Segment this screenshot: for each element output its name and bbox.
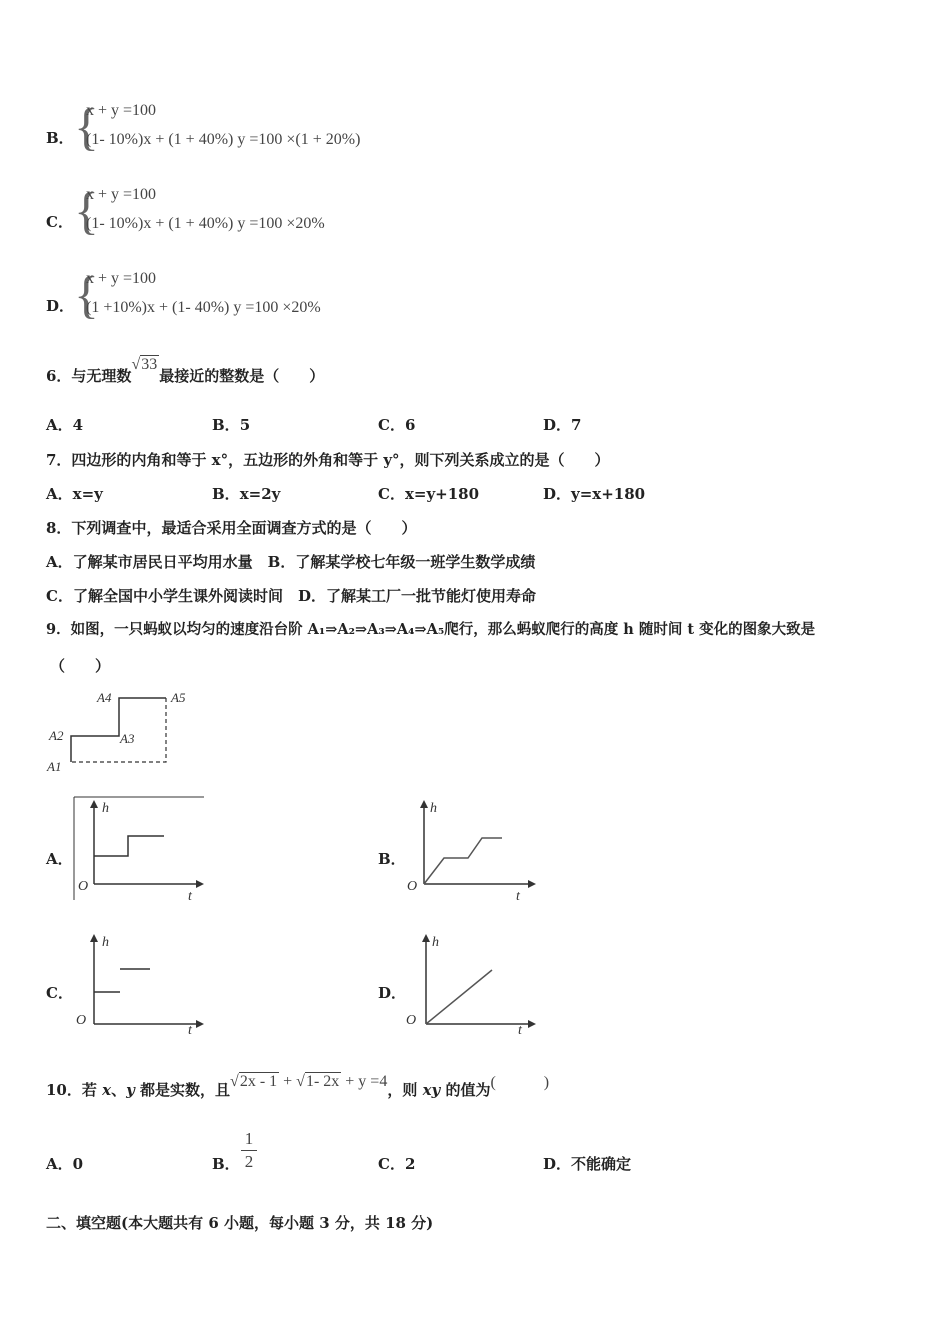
q6-suffix: 最接近的整数是（ ） (159, 367, 325, 385)
graph-b-h-label: h (430, 801, 437, 816)
q5-option-c-label: C． (46, 213, 73, 231)
q5-option-d-eq2: (1 +10%)x + (1- 40%) y =100 ×20% (86, 299, 321, 316)
q10-middle: 都是实数，且 (134, 1081, 231, 1099)
q6-option-d: D．7 (543, 416, 582, 434)
q9-paren: （ ） (50, 657, 111, 675)
q5-option-d-eq1: x + y =100 (86, 270, 157, 287)
q5-option-c-brace: { (74, 183, 99, 240)
q5-option-d-label: D． (46, 297, 75, 315)
q7-option-a: A．x=y (46, 485, 103, 503)
q10-radical-2: 1- 2x (305, 1073, 340, 1090)
figure-label-a5: A5 (171, 690, 186, 705)
graph-a-origin-label: O (78, 879, 89, 894)
q10-option-c: C．2 (378, 1155, 416, 1173)
q5-option-d-brace: { (74, 267, 99, 324)
q9-graph-a (72, 794, 206, 902)
graph-d-origin-label: O (406, 1013, 417, 1028)
q5-option-b-label: B． (46, 129, 74, 147)
q9-option-a-label: A． (46, 850, 73, 868)
q7-option-d: D．y=x+180 (543, 485, 646, 503)
q6-radicand: 33 (141, 356, 158, 373)
graph-b-origin-label: O (407, 879, 418, 894)
q10-prefix: 10．若 (46, 1081, 103, 1099)
q9-graph-c (72, 928, 206, 1036)
q9-option-b-label: B． (378, 850, 406, 868)
q10-option-b-label: B． (212, 1155, 240, 1173)
graph-b-t-label: t (516, 889, 520, 902)
q7-option-c: C．x=y+180 (378, 485, 480, 503)
q9-stem: 9．如图，一只蚂蚁以均匀的速度沿台阶 A₁⇒A₂⇒A₃⇒A₄⇒A₅爬行，那么蚂蚁爬行的高度 h 随时间 t 变化的图象大致是 (46, 621, 816, 638)
graph-c-t-label: t (188, 1023, 192, 1036)
q7-stem: 7．四边形的内角和等于 x°，五边形的外角和等于 y°，则下列关系成立的是（ ） (46, 451, 610, 469)
q5-option-c-eq1: x + y =100 (86, 186, 157, 203)
fraction-denominator: 2 (241, 1150, 257, 1173)
q9-graph-b (404, 794, 538, 902)
q9-graph-d (404, 928, 538, 1036)
graph-d-h-label: h (432, 935, 439, 950)
q10-equation-tail: + y =4 (341, 1073, 388, 1090)
q8-options-line1: A．了解某市居民日平均用水量 B．了解某学校七年级一班学生数学成绩 (46, 553, 536, 571)
q5-option-c-eq2: (1- 10%)x + (1 + 40%) y =100 ×20% (86, 215, 325, 232)
figure-label-a4: A4 (97, 690, 112, 705)
graph-c-origin-label: O (76, 1013, 87, 1028)
figure-label-a2: A2 (49, 728, 64, 743)
graph-d-t-label: t (518, 1023, 522, 1036)
q8-options-line2: C．了解全国中小学生课外阅读时间 D．了解某工厂一批节能灯使用寿命 (46, 587, 536, 605)
q10-radical-1: 2x - 1 (239, 1073, 278, 1090)
q10-option-a: A．0 (46, 1155, 84, 1173)
section-2-title: 二、填空题(本大题共有 6 小题，每小题 3 分，共 18 分) (46, 1214, 434, 1232)
q9-option-d-label: D． (378, 984, 407, 1002)
q10-option-d: D．不能确定 (543, 1155, 632, 1173)
q8-stem: 8．下列调查中，最适合采用全面调查方式的是（ ） (46, 519, 417, 537)
q6-option-b: B．5 (212, 416, 251, 434)
q10-end: 的值为 (440, 1081, 491, 1099)
graph-a-t-label: t (188, 889, 192, 902)
q10-equation: √2x - 1 + √1- 2x + y =4 (230, 1073, 388, 1090)
q10-after: ，则 (387, 1081, 423, 1099)
q5-option-b-eq1: x + y =100 (86, 102, 157, 119)
q6-option-c: C．6 (378, 416, 416, 434)
q10-sep: 、 (111, 1081, 127, 1099)
q10-var-y: y (126, 1081, 135, 1099)
q9-staircase-figure (44, 684, 194, 776)
graph-a-h-label: h (102, 801, 109, 816)
q7-option-b: B．x=2y (212, 485, 281, 503)
figure-label-a1: A1 (47, 759, 62, 774)
q5-option-b-brace: { (74, 99, 99, 156)
q10-stem (46, 1073, 550, 1101)
q9-option-c-label: C． (46, 984, 73, 1002)
q6-stem (46, 356, 325, 387)
graph-c-h-label: h (102, 935, 109, 950)
q6-sqrt: √33 (131, 356, 158, 373)
figure-label-a3: A3 (120, 731, 135, 746)
q10-var-x: x (102, 1081, 112, 1099)
q6-prefix: 6．与无理数 (46, 367, 132, 385)
fraction-numerator: 1 (244, 1129, 254, 1148)
q5-option-b-eq2: (1- 10%)x + (1 + 40%) y =100 ×(1 + 20%) (86, 131, 361, 148)
q6-option-a: A．4 (46, 416, 84, 434)
q10-xy: xy (422, 1081, 441, 1099)
q10-option-b-fraction (241, 1128, 257, 1173)
q10-paren: ( ) (490, 1074, 550, 1091)
